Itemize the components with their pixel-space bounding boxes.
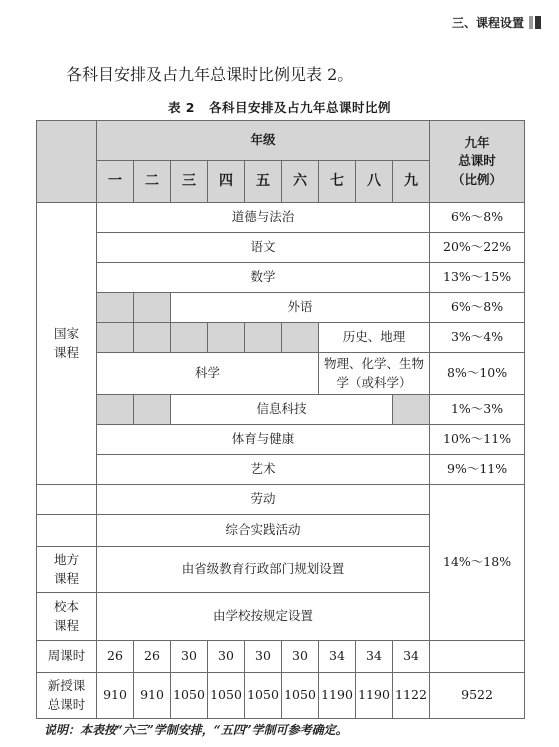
weekly-hours-value: 34 xyxy=(356,641,393,673)
group-school: 校本 课程 xyxy=(37,593,97,641)
new-hours-total: 9522 xyxy=(430,673,525,719)
new-hours-value: 1050 xyxy=(282,673,319,719)
new-hours-value: 1122 xyxy=(393,673,430,719)
corner-cell xyxy=(37,121,97,203)
empty-cell xyxy=(208,323,245,353)
grade-6: 六 xyxy=(282,161,319,203)
subject-physics-chem-bio: 物理、化学、生物 学（或科学） xyxy=(319,353,430,395)
table-title: 各科目安排及占九年总课时比例 xyxy=(209,100,392,115)
new-hours-value: 1050 xyxy=(208,673,245,719)
weekly-hours-value: 26 xyxy=(97,641,134,673)
ratio-it: 1%～3% xyxy=(430,395,525,425)
weekly-hours-value: 30 xyxy=(245,641,282,673)
weekly-hours-value: 30 xyxy=(208,641,245,673)
weekly-hours-label: 周课时 xyxy=(37,641,97,673)
empty-cell xyxy=(134,323,171,353)
subject-math: 数学 xyxy=(97,263,430,293)
subject-foreign: 外语 xyxy=(171,293,430,323)
grade-5: 五 xyxy=(245,161,282,203)
ratio-chinese: 20%～22% xyxy=(430,233,525,263)
empty-cell xyxy=(282,323,319,353)
weekly-hours-value: 30 xyxy=(282,641,319,673)
ratio-science: 8%～10% xyxy=(430,353,525,395)
weekly-hours-value: 34 xyxy=(393,641,430,673)
group-local: 地方 课程 xyxy=(37,547,97,593)
grade-2: 二 xyxy=(134,161,171,203)
weekly-hours-value: 34 xyxy=(319,641,356,673)
empty-cell xyxy=(97,293,134,323)
footnote: 说明：本表按“六三”学制安排，“五四”学制可参考确定。 xyxy=(44,723,348,737)
curriculum-table xyxy=(36,120,525,719)
new-hours-value: 1050 xyxy=(171,673,208,719)
empty-cell xyxy=(134,395,171,425)
empty-cell xyxy=(430,641,525,673)
ratio-math: 13%～15% xyxy=(430,263,525,293)
grade-9: 九 xyxy=(393,161,430,203)
subject-practice: 综合实践活动 xyxy=(97,515,430,547)
ratio-combined: 14%～18% xyxy=(430,485,525,641)
weekly-hours-value: 26 xyxy=(134,641,171,673)
grade-8: 八 xyxy=(356,161,393,203)
subject-history: 历史、地理 xyxy=(319,323,430,353)
intro-text: 各科目安排及占九年总课时比例见表 2。 xyxy=(66,65,354,84)
ratio-history: 3%～4% xyxy=(430,323,525,353)
grade-7: 七 xyxy=(319,161,356,203)
table-caption xyxy=(0,98,559,116)
total-header: 九年 总课时 （比例） xyxy=(430,121,525,203)
grade-header: 年级 xyxy=(97,121,430,161)
empty-cell xyxy=(37,515,97,547)
new-hours-value: 910 xyxy=(97,673,134,719)
ratio-pe: 10%～11% xyxy=(430,425,525,455)
section-title: 三、课程设置 xyxy=(451,16,524,30)
empty-cell xyxy=(134,293,171,323)
subject-pe: 体育与健康 xyxy=(97,425,430,455)
new-hours-value: 910 xyxy=(134,673,171,719)
subject-labor: 劳动 xyxy=(97,485,430,515)
empty-cell xyxy=(245,323,282,353)
grade-1: 一 xyxy=(97,161,134,203)
new-hours-value: 1190 xyxy=(356,673,393,719)
subject-chinese: 语文 xyxy=(97,233,430,263)
empty-cell xyxy=(37,485,97,515)
empty-cell xyxy=(97,323,134,353)
header-bar-decoration xyxy=(529,16,541,29)
empty-cell xyxy=(171,323,208,353)
subject-it: 信息科技 xyxy=(171,395,393,425)
grade-4: 四 xyxy=(208,161,245,203)
grade-3: 三 xyxy=(171,161,208,203)
subject-school-course: 由学校按规定设置 xyxy=(97,593,430,641)
page-header xyxy=(452,14,541,31)
new-hours-value: 1050 xyxy=(245,673,282,719)
weekly-hours-value: 30 xyxy=(171,641,208,673)
new-hours-value: 1190 xyxy=(319,673,356,719)
empty-cell xyxy=(393,395,430,425)
group-national: 国家 课程 xyxy=(37,203,97,485)
empty-cell xyxy=(97,395,134,425)
subject-moral: 道德与法治 xyxy=(97,203,430,233)
ratio-moral: 6%～8% xyxy=(430,203,525,233)
ratio-arts: 9%～11% xyxy=(430,455,525,485)
new-hours-label: 新授课 总课时 xyxy=(37,673,97,719)
subject-science: 科学 xyxy=(97,353,319,395)
ratio-foreign: 6%～8% xyxy=(430,293,525,323)
subject-arts: 艺术 xyxy=(97,455,430,485)
table-number: 表 2 xyxy=(167,100,196,115)
subject-local-course: 由省级教育行政部门规划设置 xyxy=(97,547,430,593)
